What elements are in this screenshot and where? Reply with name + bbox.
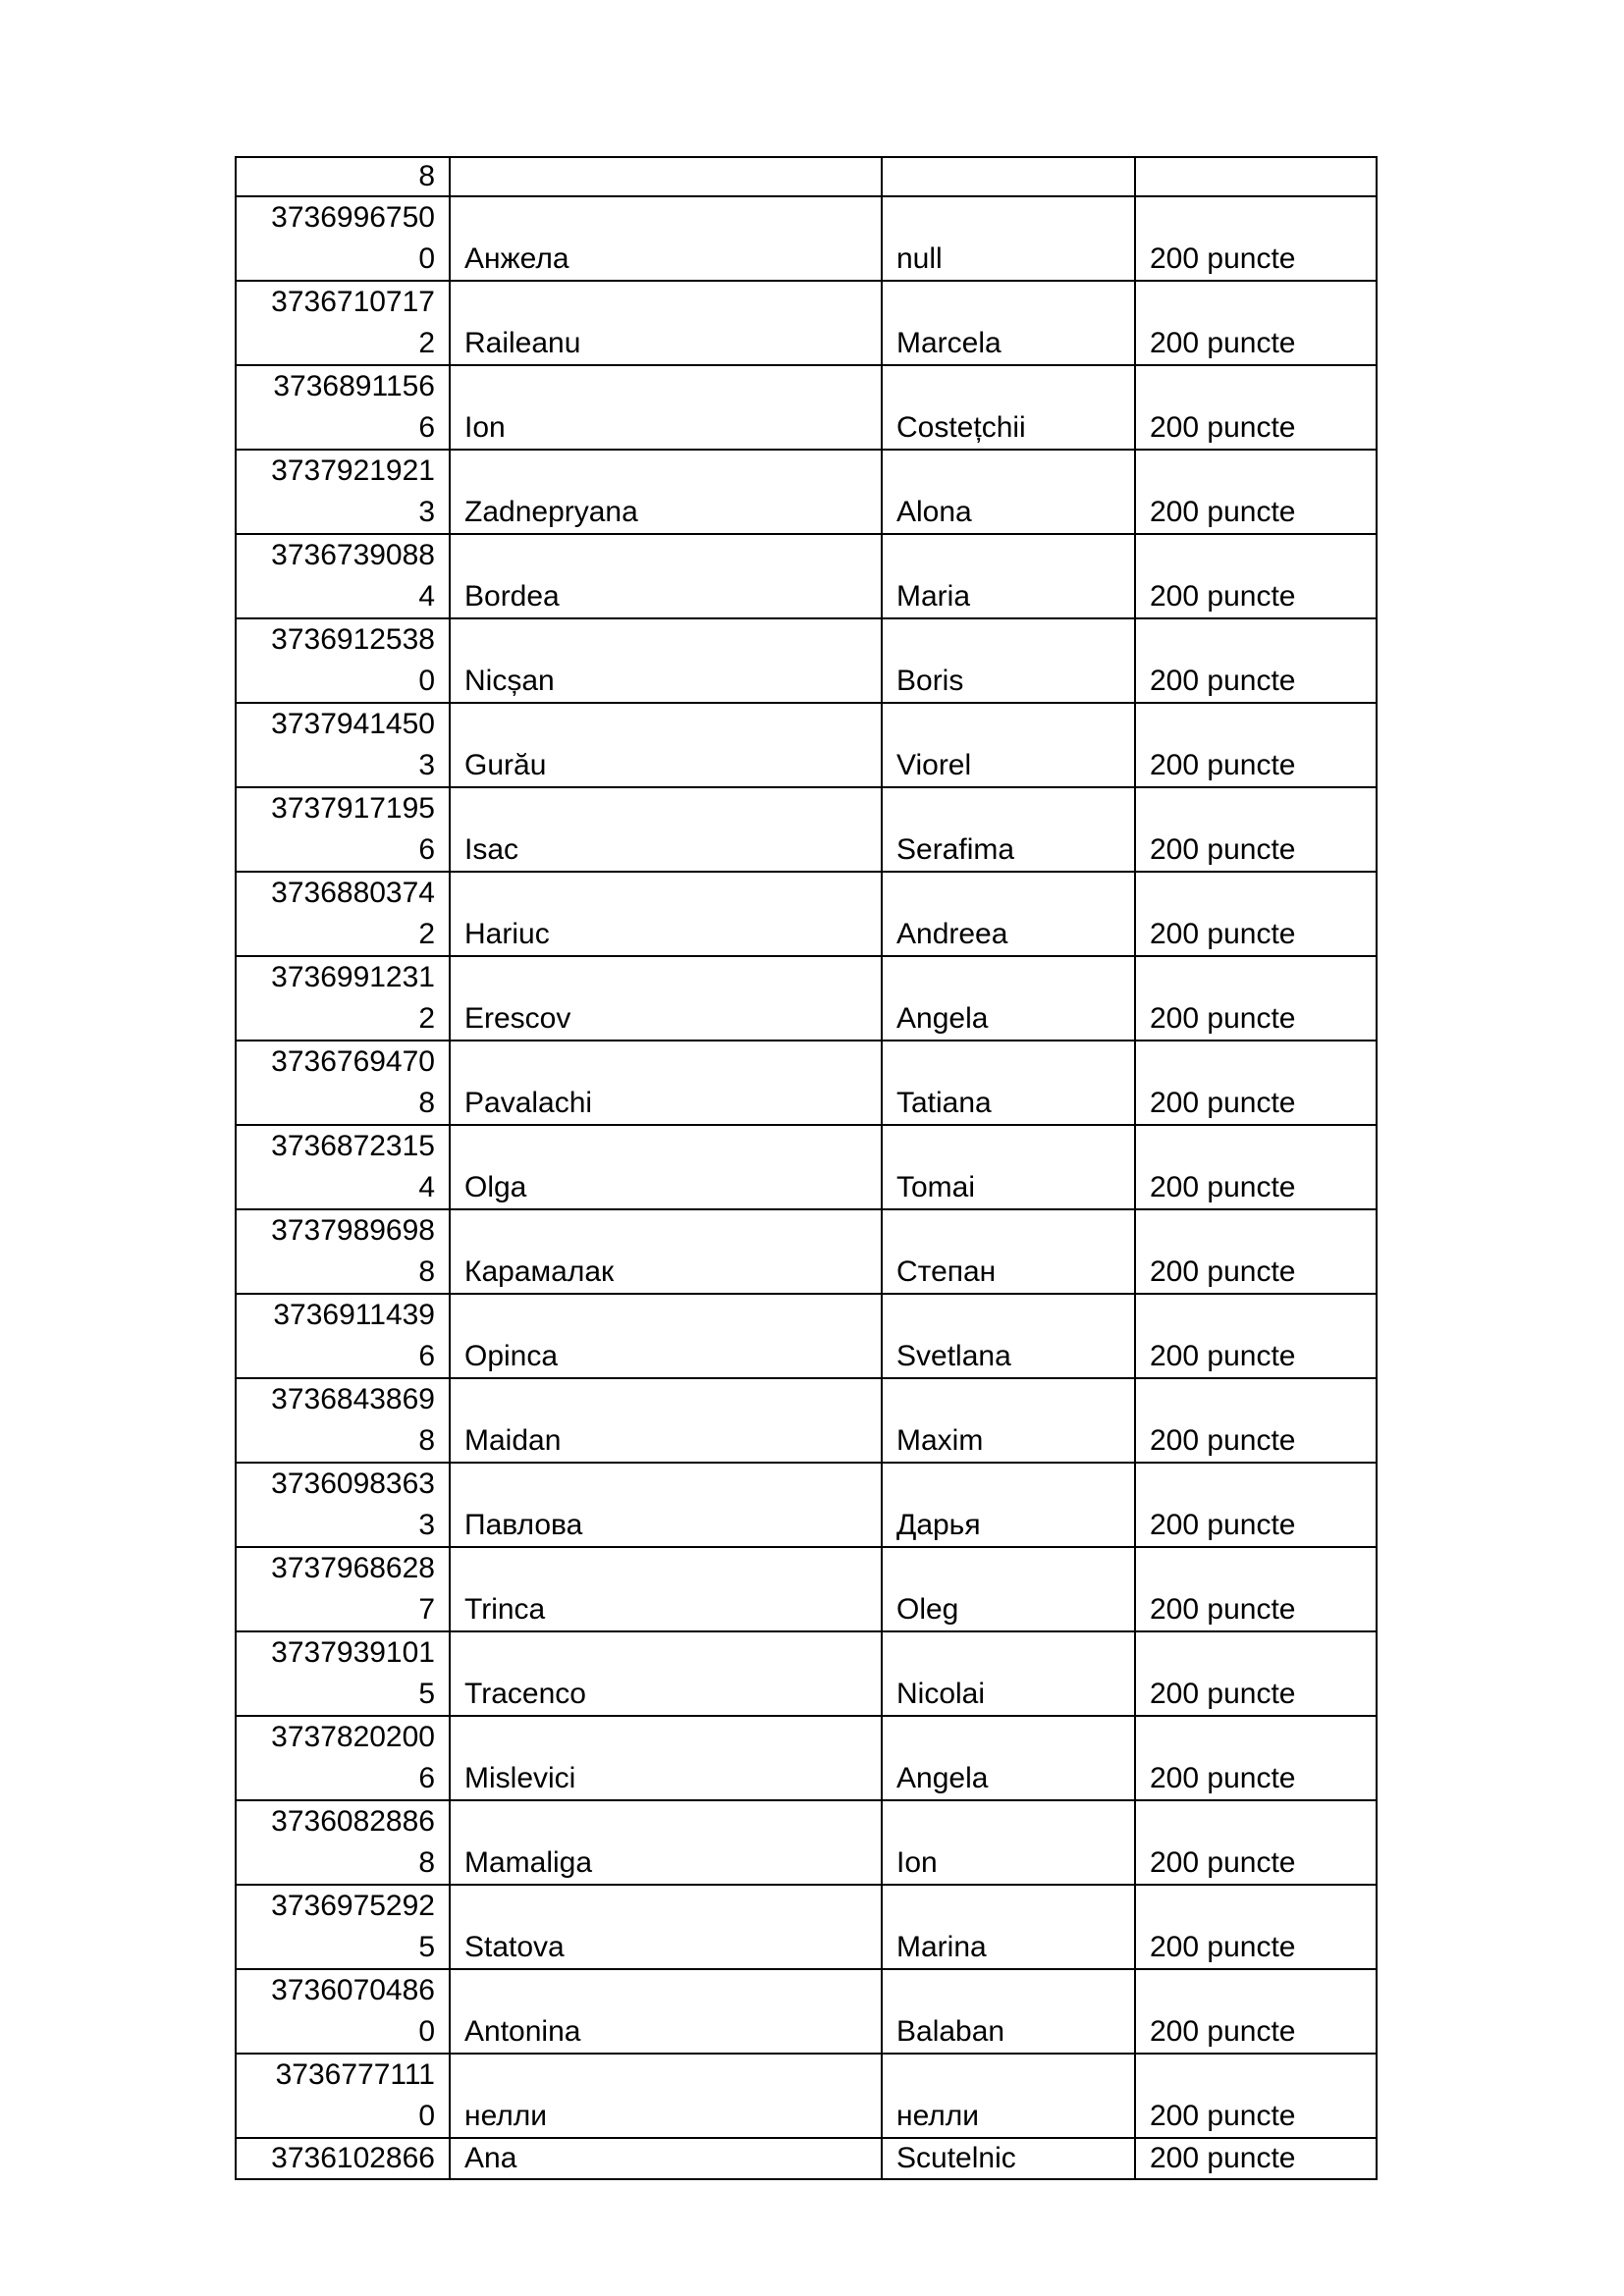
last-name-cell: нелли	[450, 2054, 882, 2138]
table-row	[236, 1800, 1377, 1885]
points-cell: 200 puncte	[1135, 365, 1377, 450]
phone-number-tail: 2	[418, 918, 435, 950]
last-name-cell: Tracenco	[450, 1631, 882, 1716]
phone-number-tail: 2	[418, 327, 435, 359]
table-row	[236, 534, 1377, 618]
table-row	[236, 1969, 1377, 2054]
points-cell: 200 puncte	[1135, 450, 1377, 534]
table-row	[236, 1547, 1377, 1631]
phone-number-head: 3736710717	[271, 286, 435, 318]
last-name-cell: Gurău	[450, 703, 882, 787]
table-row	[236, 1125, 1377, 1209]
table-row	[236, 703, 1377, 787]
last-name-cell: Mislevici	[450, 1716, 882, 1800]
table-row	[236, 1378, 1377, 1463]
phone-number-head: 3737941450	[271, 708, 435, 740]
phone-number-tail: 0	[418, 242, 435, 275]
phone-number-head: 3736872315	[271, 1130, 435, 1162]
phone-number-head: 3736739088	[271, 539, 435, 571]
first-name-cell: Nicolai	[882, 1631, 1135, 1716]
phone-cell	[236, 618, 450, 703]
phone-number-head: 3737820200	[271, 1721, 435, 1753]
phone-number-tail: 4	[418, 580, 435, 613]
last-name-cell: Isac	[450, 787, 882, 872]
first-name-cell: Costețchii	[882, 365, 1135, 450]
phone-number-head: 3737917195	[271, 792, 435, 825]
points-cell: 200 puncte	[1135, 534, 1377, 618]
points-cell: 200 puncte	[1135, 1800, 1377, 1885]
phone-cell	[236, 196, 450, 281]
phone-number-tail: 6	[418, 1762, 435, 1794]
first-name-cell: Marcela	[882, 281, 1135, 365]
table-row	[236, 1885, 1377, 1969]
table-row	[236, 872, 1377, 956]
phone-cell	[236, 1885, 450, 1969]
phone-number-head: 3736991231	[271, 961, 435, 993]
first-name-cell: Степан	[882, 1209, 1135, 1294]
points-cell: 200 puncte	[1135, 1885, 1377, 1969]
points-cell: 200 puncte	[1135, 1378, 1377, 1463]
last-name-cell: Ion	[450, 365, 882, 450]
phone-cell	[236, 2054, 450, 2138]
phone-cell	[236, 534, 450, 618]
points-cell: 200 puncte	[1135, 1294, 1377, 1378]
first-name-cell: Alona	[882, 450, 1135, 534]
table-row	[236, 956, 1377, 1041]
phone-cell	[236, 787, 450, 872]
points-cell: 200 puncte	[1135, 1547, 1377, 1631]
phone-cell	[236, 1294, 450, 1378]
first-name-cell: Marina	[882, 1885, 1135, 1969]
phone-number-tail: 0	[418, 2015, 435, 2048]
last-name-cell	[450, 157, 882, 196]
first-name-cell: Balaban	[882, 1969, 1135, 2054]
phone-number-head: 3737989698	[271, 1214, 435, 1247]
last-name-cell: Карамалак	[450, 1209, 882, 1294]
table-row	[236, 1294, 1377, 1378]
phone-cell	[236, 872, 450, 956]
first-name-cell: Andreea	[882, 872, 1135, 956]
points-cell: 200 puncte	[1135, 1209, 1377, 1294]
last-name-cell: Hariuc	[450, 872, 882, 956]
points-cell	[1135, 157, 1377, 196]
phone-number-head: 3736777111	[275, 2058, 435, 2091]
points-cell: 200 puncte	[1135, 2054, 1377, 2138]
phone-cell	[236, 1969, 450, 2054]
phone-number-tail: 5	[418, 1678, 435, 1710]
phone-cell	[236, 365, 450, 450]
points-cell: 200 puncte	[1135, 1041, 1377, 1125]
points-cell: 200 puncte	[1135, 703, 1377, 787]
last-name-cell: Raileanu	[450, 281, 882, 365]
phone-number-tail: 3	[418, 496, 435, 528]
last-name-cell: Mamaliga	[450, 1800, 882, 1885]
participants-table	[235, 156, 1378, 2180]
points-cell: 200 puncte	[1135, 956, 1377, 1041]
last-name-cell: Ana	[450, 2138, 882, 2179]
phone-cell	[236, 1463, 450, 1547]
last-name-cell: Opinca	[450, 1294, 882, 1378]
phone-number-tail: 6	[418, 411, 435, 444]
phone-number-tail: 5	[418, 1931, 435, 1963]
first-name-cell: Boris	[882, 618, 1135, 703]
points-cell: 200 puncte	[1135, 1716, 1377, 1800]
phone-cell	[236, 450, 450, 534]
points-cell: 200 puncte	[1135, 872, 1377, 956]
phone-number-tail: 6	[418, 833, 435, 866]
phone-cell	[236, 956, 450, 1041]
phone-cell	[236, 1209, 450, 1294]
phone-number-head: 3736070486	[271, 1974, 435, 2006]
first-name-cell: Angela	[882, 956, 1135, 1041]
first-name-cell: Viorel	[882, 703, 1135, 787]
phone-number-head: 3736082886	[271, 1805, 435, 1838]
phone-cell	[236, 1716, 450, 1800]
phone-number-tail: 2	[418, 1002, 435, 1035]
first-name-cell: нелли	[882, 2054, 1135, 2138]
last-name-cell: Statova	[450, 1885, 882, 1969]
first-name-cell: Tatiana	[882, 1041, 1135, 1125]
phone-cell	[236, 281, 450, 365]
phone-number-head: 3737939101	[271, 1636, 435, 1669]
phone-number-head: 3737968628	[271, 1552, 435, 1584]
phone-number-head: 3736891156	[273, 370, 435, 402]
phone-number-head: 3736880374	[271, 877, 435, 909]
phone-cell	[236, 1125, 450, 1209]
table-row	[236, 196, 1377, 281]
phone-number-tail: 7	[418, 1593, 435, 1626]
last-name-cell: Zadnepryana	[450, 450, 882, 534]
table-body	[236, 157, 1377, 2179]
points-cell: 200 puncte	[1135, 2138, 1377, 2179]
phone-number-tail: 8	[418, 1087, 435, 1119]
first-name-cell: Oleg	[882, 1547, 1135, 1631]
first-name-cell: Ion	[882, 1800, 1135, 1885]
table-row	[236, 281, 1377, 365]
table-row	[236, 618, 1377, 703]
table-row	[236, 1716, 1377, 1800]
points-cell: 200 puncte	[1135, 618, 1377, 703]
phone-number-tail: 8	[418, 1255, 435, 1288]
table-row	[236, 2054, 1377, 2138]
points-cell: 200 puncte	[1135, 1631, 1377, 1716]
phone-number-head: 3736996750	[271, 201, 435, 234]
phone-cell: 8	[236, 157, 450, 196]
points-cell: 200 puncte	[1135, 787, 1377, 872]
phone-number-head: 3737921921	[271, 454, 435, 487]
table-row	[236, 787, 1377, 872]
first-name-cell: Svetlana	[882, 1294, 1135, 1378]
first-name-cell: Scutelnic	[882, 2138, 1135, 2179]
first-name-cell: Дарья	[882, 1463, 1135, 1547]
phone-cell	[236, 1800, 450, 1885]
first-name-cell: Serafima	[882, 787, 1135, 872]
table-row	[236, 450, 1377, 534]
first-name-cell: Tomai	[882, 1125, 1135, 1209]
phone-number-tail: 0	[418, 2100, 435, 2132]
points-cell: 200 puncte	[1135, 1125, 1377, 1209]
phone-number-tail: 8	[418, 1424, 435, 1457]
first-name-cell	[882, 157, 1135, 196]
table-row	[236, 365, 1377, 450]
phone-number-tail: 4	[418, 1171, 435, 1203]
phone-number-tail: 0	[418, 665, 435, 697]
table-row	[236, 2138, 1377, 2179]
phone-number-tail: 6	[418, 1340, 435, 1372]
phone-number-head: 3736843869	[271, 1383, 435, 1415]
last-name-cell: Анжела	[450, 196, 882, 281]
table-row-continued	[236, 157, 1377, 196]
last-name-cell: Olga	[450, 1125, 882, 1209]
first-name-cell: Maxim	[882, 1378, 1135, 1463]
first-name-cell: Angela	[882, 1716, 1135, 1800]
table-row	[236, 1631, 1377, 1716]
phone-number-head: 3736769470	[271, 1045, 435, 1078]
points-cell: 200 puncte	[1135, 196, 1377, 281]
phone-number-head: 3736912538	[271, 623, 435, 656]
last-name-cell: Trinca	[450, 1547, 882, 1631]
last-name-cell: Maidan	[450, 1378, 882, 1463]
phone-number-tail: 3	[418, 749, 435, 781]
points-cell: 200 puncte	[1135, 281, 1377, 365]
first-name-cell: null	[882, 196, 1135, 281]
points-cell: 200 puncte	[1135, 1463, 1377, 1547]
phone-cell	[236, 1547, 450, 1631]
first-name-cell: Maria	[882, 534, 1135, 618]
phone-number-tail: 3	[418, 1509, 435, 1541]
last-name-cell: Antonina	[450, 1969, 882, 2054]
last-name-cell: Павлова	[450, 1463, 882, 1547]
phone-number-tail: 8	[418, 1846, 435, 1879]
points-cell: 200 puncte	[1135, 1969, 1377, 2054]
phone-number-head: 3736098363	[271, 1468, 435, 1500]
phone-number-head: 3736975292	[271, 1890, 435, 1922]
phone-cell	[236, 1041, 450, 1125]
phone-cell	[236, 703, 450, 787]
phone-number-head: 3736911439	[273, 1299, 435, 1331]
table-row	[236, 1041, 1377, 1125]
last-name-cell: Bordea	[450, 534, 882, 618]
table-row	[236, 1463, 1377, 1547]
last-name-cell: Nicșan	[450, 618, 882, 703]
phone-cell	[236, 1378, 450, 1463]
last-name-cell: Erescov	[450, 956, 882, 1041]
phone-cell	[236, 1631, 450, 1716]
phone-cell: 3736102866	[236, 2138, 450, 2179]
last-name-cell: Pavalachi	[450, 1041, 882, 1125]
table-row	[236, 1209, 1377, 1294]
